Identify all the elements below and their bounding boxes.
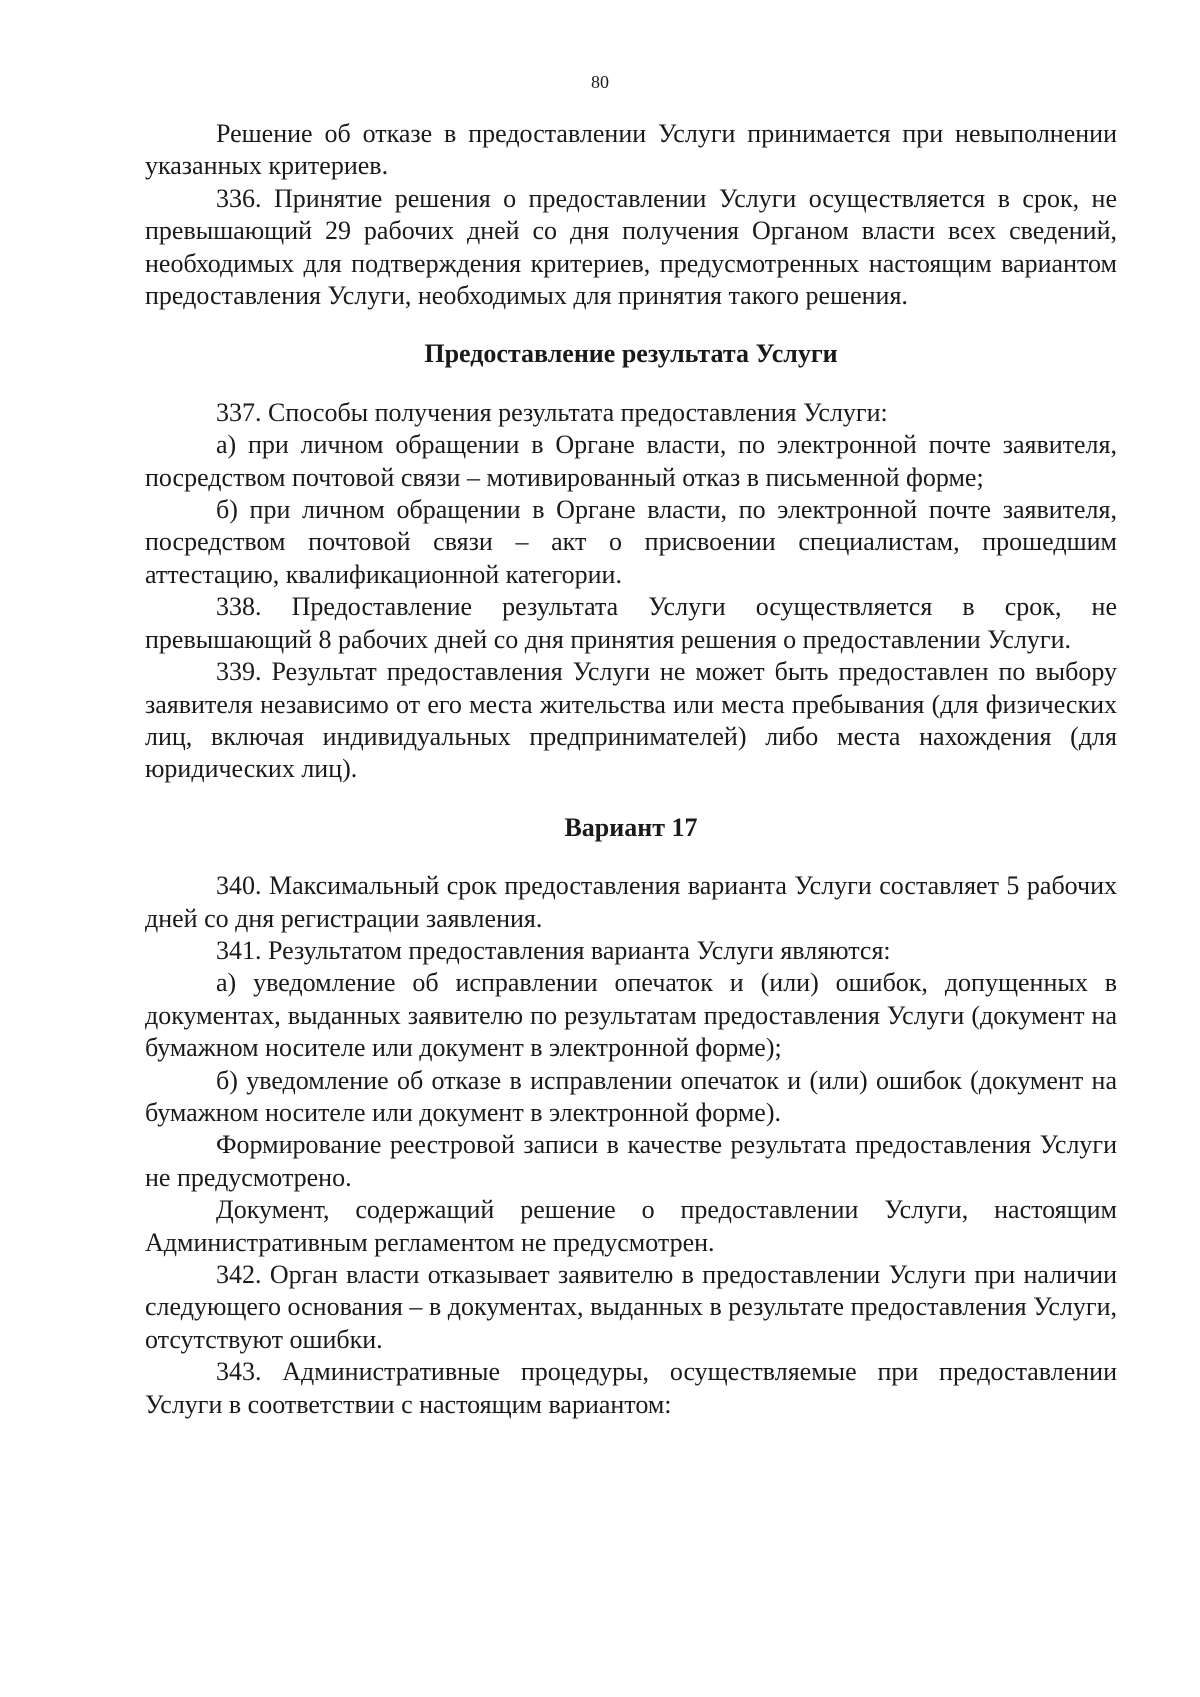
- paragraph-341: 341. Результатом предоставления варианта Услуги являются:: [216, 935, 891, 965]
- paragraph-343: 343. Административные процедуры, осуществляемые при предоставлении Услуги в соответствии с настоящим вариантом:: [145, 1357, 1117, 1419]
- paragraph-336: 336. Принятие решения о предоставлении Услуги осуществляется в срок, не превышающий 29 рабочих дней со дня получения Органом власти всех сведений, необходимых для подтверждения критериев, предусмотренных настоящим вариантом предоставления Услуги, необходимых для принятия такого решения.: [145, 183, 1117, 311]
- section-heading-variant-17: Вариант 17: [564, 812, 698, 842]
- paragraph-decision-document: Документ, содержащий решение о предоставлении Услуги, настоящим Административным регламентом не предусмотрен.: [145, 1195, 1117, 1257]
- paragraph-339: 339. Результат предоставления Услуги не может быть предоставлен по выбору заявителя независимо от его места жительства или места пребывания (для физических лиц, включая индивидуальных предпринимателей) либо места нахождения (для юридических лиц).: [145, 657, 1117, 784]
- page-number: 80: [591, 72, 609, 92]
- document-body: [145, 118, 1117, 1421]
- paragraph-340: 340. Максимальный срок предоставления варианта Услуги составляет 5 рабочих дней со дня регистрации заявления.: [145, 871, 1117, 933]
- paragraph-341-b: б) уведомление об отказе в исправлении опечаток и (или) ошибок (документ на бумажном носителе или документ в электронной форме).: [145, 1065, 1117, 1127]
- paragraph-refusal-decision: Решение об отказе в предоставлении Услуги принимается при невыполнении указанных критериев.: [145, 119, 1117, 181]
- paragraph-registry-record: Формирование реестровой записи в качестве результата предоставления Услуги не предусмотрено.: [145, 1130, 1117, 1192]
- paragraph-342: 342. Орган власти отказывает заявителю в предоставлении Услуги при наличии следующего основания – в документах, выданных в результате предоставления Услуги, отсутствуют ошибки.: [145, 1260, 1117, 1354]
- paragraph-337: 337. Способы получения результата предоставления Услуги:: [216, 397, 888, 427]
- paragraph-341-a: а) уведомление об исправлении опечаток и (или) ошибок, допущенных в документах, выданных заявителю по результатам предоставления Услуги (документ на бумажном носителе или документ в электронной форме);: [145, 968, 1117, 1063]
- paragraph-337-a: а) при личном обращении в Органе власти, по электронной почте заявителя, посредством почтовой связи – мотивированный отказ в письменной форме;: [145, 430, 1117, 492]
- section-heading-result: Предоставление результата Услуги: [424, 339, 838, 369]
- paragraph-337-b: б) при личном обращении в Органе власти, по электронной почте заявителя, посредством почтовой связи – акт о присвоении специалистам, прошедшим аттестацию, квалификационной категории.: [145, 495, 1117, 589]
- paragraph-338: 338. Предоставление результата Услуги осуществляется в срок, не превышающий 8 рабочих дней со дня принятия решения о предоставлении Услуги.: [145, 592, 1117, 654]
